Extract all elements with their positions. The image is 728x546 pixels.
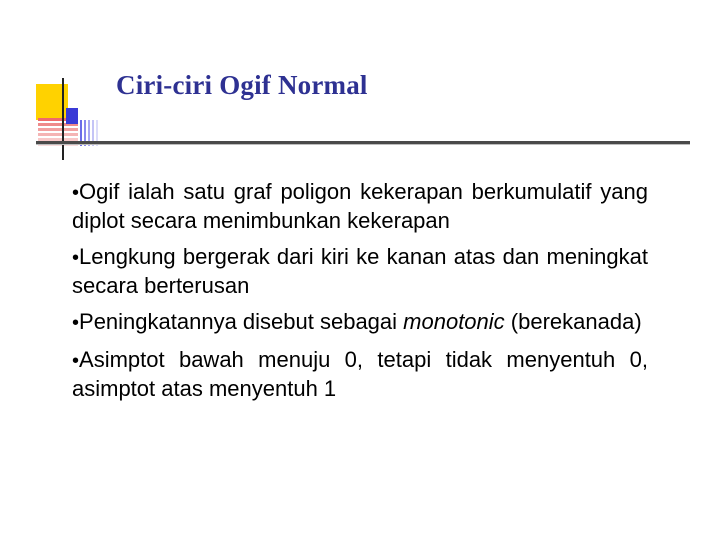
bullet-list bbox=[72, 178, 648, 411]
blue-block bbox=[66, 108, 78, 124]
bullet-text: Peningkatannya disebut sebagai bbox=[79, 309, 404, 334]
bullet-item bbox=[72, 308, 648, 337]
bullet-text: Asimptot bawah menuju 0, tetapi tidak menyentuh 0, asimptot atas menyentuh 1 bbox=[72, 347, 648, 401]
bullet-marker: • bbox=[72, 247, 80, 269]
slide-title: Ciri-ciri Ogif Normal bbox=[116, 70, 368, 100]
bullet-item bbox=[72, 178, 648, 234]
bullet-marker: • bbox=[72, 312, 80, 334]
bullet-emphasis: monotonic bbox=[403, 309, 505, 334]
bullet-text: Ogif ialah satu graf poligon kekerapan berkumulatif yang diplot secara menimbunkan kekerapan bbox=[72, 179, 648, 233]
bullet-text: Lengkung bergerak dari kiri ke kanan atas dan meningkat secara berterusan bbox=[72, 244, 648, 298]
bullet-item bbox=[72, 243, 648, 299]
bullet-marker: • bbox=[72, 182, 80, 204]
bullet-item bbox=[72, 346, 648, 402]
bullet-text-after: (berekanada) bbox=[504, 309, 642, 334]
title-divider-shadow bbox=[36, 144, 690, 145]
bullet-marker: • bbox=[72, 350, 80, 372]
